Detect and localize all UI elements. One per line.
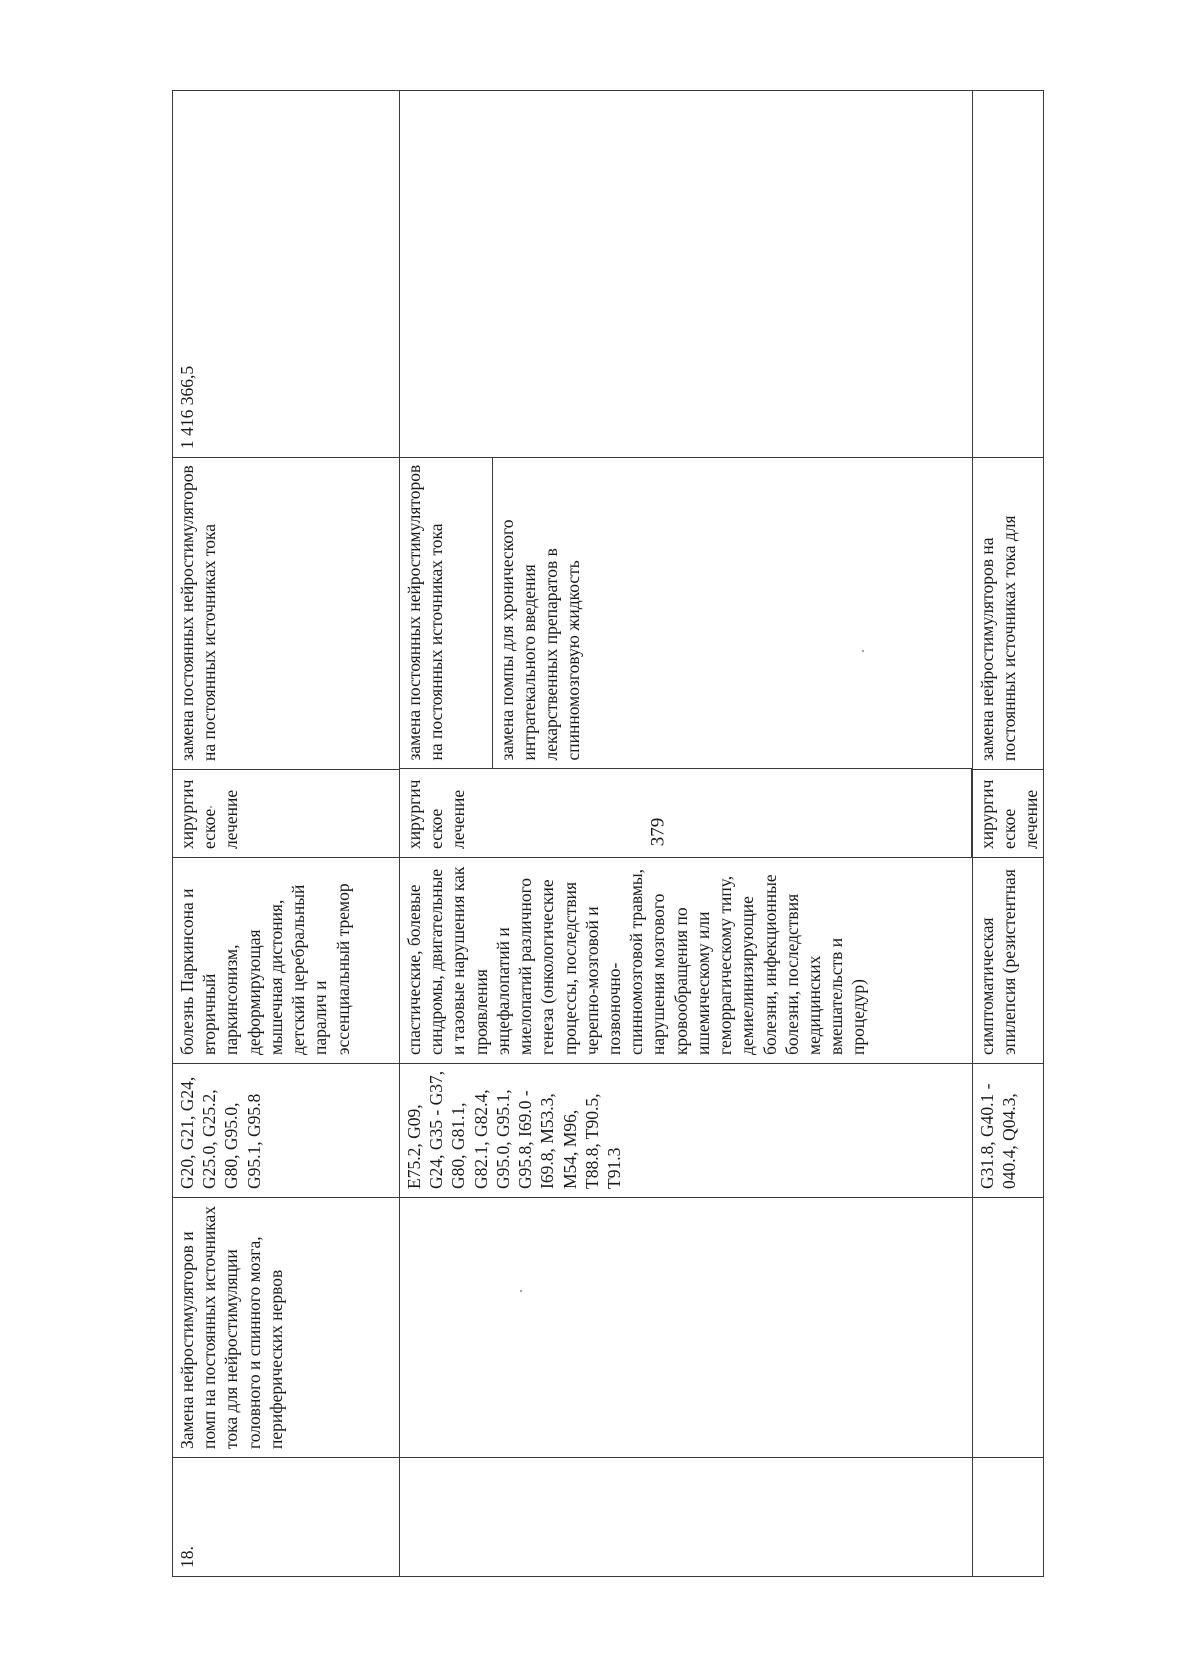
treatment-type: хирургическое лечение — [173, 770, 400, 858]
cost-value: 1 416 366,5 — [173, 91, 400, 458]
diagnosis-codes: G31.8, G40.1 - 040.4, Q04.3, — [973, 1064, 1044, 1198]
treatment-method-group — [400, 458, 973, 858]
diagnosis-codes: E75.2, G09, G24, G35 - G37, G80, G81.1, G82.1, G82.4, G95.0, G95.1, G95.8, I69.0 - I69.8, M53.3, M54, M96, T88.8, T90.5, T91.3 — [400, 1064, 973, 1198]
scan-speck — [520, 1290, 522, 1292]
row-number: 18. — [173, 1458, 400, 1577]
treatment-type: хирургическое лечение — [973, 770, 1044, 858]
procedure-name: Замена нейростимуляторов и помп на постоянных источниках тока для нейростимуляции головного и спинного мозга, периферических нервов — [173, 1198, 400, 1458]
table-row — [973, 91, 1044, 1577]
treatment-type: хирургическое лечение — [400, 769, 972, 857]
cost-value — [973, 91, 1044, 458]
diagnosis-codes: G20, G21, G24, G25.0, G25.2, G80, G95.0, G95.1, G95.8 — [173, 1064, 400, 1198]
patient-model: болезнь Паркинсона и вторичный паркинсонизм, деформирующая мышечная дистония, детский церебральный паралич и эссенциальный тремор — [173, 858, 400, 1064]
procedure-name — [400, 1198, 973, 1458]
scan-speck — [862, 650, 864, 652]
procedures-table — [172, 90, 1044, 1577]
row-number — [400, 1458, 973, 1577]
treatment-method-2: замена помпы для хронического интратекального введения лекарственных препаратов в спинномозговую жидкость — [496, 519, 584, 761]
page-number: 379 — [647, 817, 669, 847]
table-row — [173, 91, 400, 1577]
treatment-method: замена нейростимуляторов на постоянных источниках тока для — [973, 458, 1044, 770]
patient-model: спастические, болевые синдромы, двигательные и тазовые нарушения как проявления энцефалопатий и миелопатий различного генеза (онкологические процессы, последствия черепно-мозговой и позвоночно-спинномозговой травмы, нарушения мозгового кровообращения по ишемическому или геморрагическому типу, демиелинизирующие болезни, инфекционные болезни, последствия медицинских вмешательств и процедур) — [400, 858, 973, 1064]
cost-value — [400, 91, 973, 458]
rotated-table-container — [172, 91, 1042, 1577]
procedure-name — [973, 1198, 1044, 1458]
scan-speck — [210, 806, 212, 808]
treatment-method: замена постоянных нейростимуляторов на постоянных источниках тока — [400, 458, 492, 769]
table-row — [400, 91, 973, 1577]
treatment-method: замена постоянных нейростимуляторов на постоянных источниках тока — [173, 458, 400, 770]
patient-model: симптоматическая эпилепсия (резистентная — [973, 858, 1044, 1064]
row-number — [973, 1458, 1044, 1577]
treatment-subtable — [400, 458, 972, 857]
